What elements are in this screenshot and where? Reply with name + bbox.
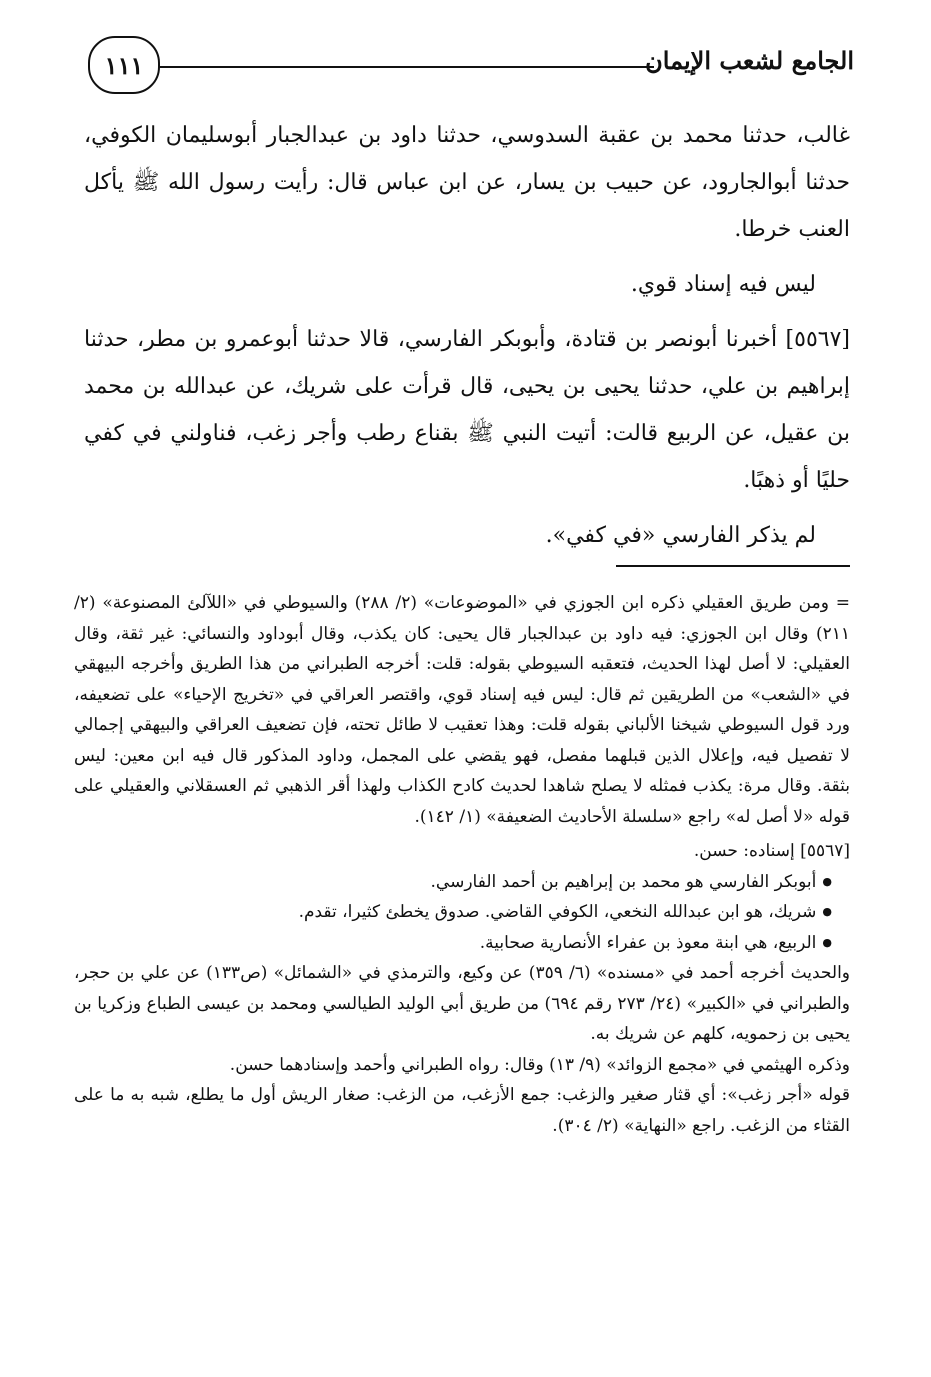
gharib-note: قوله «أجر زغب»: أي قثار صغير والزغب: جمع الأزغب، من الزغب: صغار الريش أول ما يطلع، شبه به ما على القثاء من الزغب. راجع «النهاية» (٢/ ٣٠٤). (74, 1085, 850, 1136)
variant-note: لم يذكر الفارسي «في كفي». (545, 523, 816, 548)
narrator-note: ● الربيع، هي ابنة معوذ بن عفراء الأنصارية صحابية. (74, 928, 850, 959)
hadith-5567: [٥٥٦٧] أخبرنا أبونصر بن قتادة، وأبوبكر الفارسي، قالا حدثنا أبوعمرو بن مطر، حدثنا إبراهيم بن علي، حدثنا يحيى بن يحيى، قال قرأت على شريك، عن عبدالله بن محمد بن عقيل، عن الربيع قالت: أتيت النبي ﷺ بقناع رطب وأجر زغب، فناولني في كفي حليًا أو ذهبًا. (84, 327, 850, 493)
page-number-badge: ١١١ (88, 36, 160, 94)
footnote-separator (616, 565, 850, 567)
footnote-continuation: = ومن طريق العقيلي ذكره ابن الجوزي في «الموضوعات» (٢/ ٢٨٨) والسيوطي في «اللآلئ المصنوعة» (٢/ ٢١١) وقال ابن الجوزي: فيه داود بن عبدالجبار قال يحيى: كان يكذب، وقال أبوداود والنسائي: غير ثقة، وقال العقيلي: لا أصل لهذا الحديث، فتعقبه السيوطي بقوله: قلت: أخرجه الطبراني من هذا الطريق وأخرجه البيهقي في «الشعب» من الطريقين ثم قال: ليس فيه إسناد قوي، واقتصر العراقي في «تخريج الإحياء» على تضعيفه، ورد قول السيوطي شيخنا الألباني بقوله قلت: وهذا تعقيب لا طائل تحته، فإن تضعيف العراقي والبيهقي إجمالي لا تفصيل فيه، وإعلال الذين قبلهما مفصل، فهو يقضي على المجمل، وداود المذكور قال فيه ابن معين: ليس بثقة. وقال مرة: يكذب فمثله لا يصلح شاهدا لحديث كادح الكذاب ولهذا أقر الذهبي ثم العسقلاني والعقيلي على قوله «لا أصل له» راجع «سلسلة الأحاديث الضعيفة» (١/ ١٤٢). (74, 593, 850, 827)
main-text (84, 112, 850, 559)
page-header (80, 36, 854, 96)
author-comment: ليس فيه إسناد قوي. (630, 272, 816, 297)
hadith-text: غالب، حدثنا محمد بن عقبة السدوسي، حدثنا داود بن عبدالجبار أبوسليمان الكوفي، حدثنا أبوالجارود، عن حبيب بن يسار، عن ابن عباس قال: رأيت رسول الله ﷺ يأكل العنب خرطا. (84, 123, 850, 242)
header-rule (158, 66, 654, 68)
takhrij-note: والحديث أخرجه أحمد في «مسنده» (٦/ ٣٥٩) عن وكيع، والترمذي في «الشمائل» (ص١٣٣) عن علي بن حجر، والطبراني في «الكبير» (٢٤/ ٢٧٣ رقم ٦٩٤) من طريق أبي الوليد الطيالسي ومحمد بن عيسى الطباع وزكريا بن يحيى بن زحمويه، كلهم عن شريك به. (74, 963, 851, 1044)
narrator-note: ● أبوبكر الفارسي هو محمد بن إبراهيم بن أحمد الفارسي. (74, 867, 850, 898)
haythami-note: وذكره الهيثمي في «مجمع الزوائد» (٩/ ١٣) وقال: رواه الطبراني وأحمد وإسنادهما حسن. (229, 1054, 850, 1075)
book-title: الجامع لشعب الإيمان (645, 46, 854, 75)
footnotes (74, 588, 850, 1141)
narrator-note: ● شريك، هو ابن عبدالله النخعي، الكوفي القاضي. صدوق يخطئ كثيرا، تقدم. (74, 897, 850, 928)
footnote-heading: [٥٥٦٧] إسناده: حسن. (693, 841, 850, 861)
